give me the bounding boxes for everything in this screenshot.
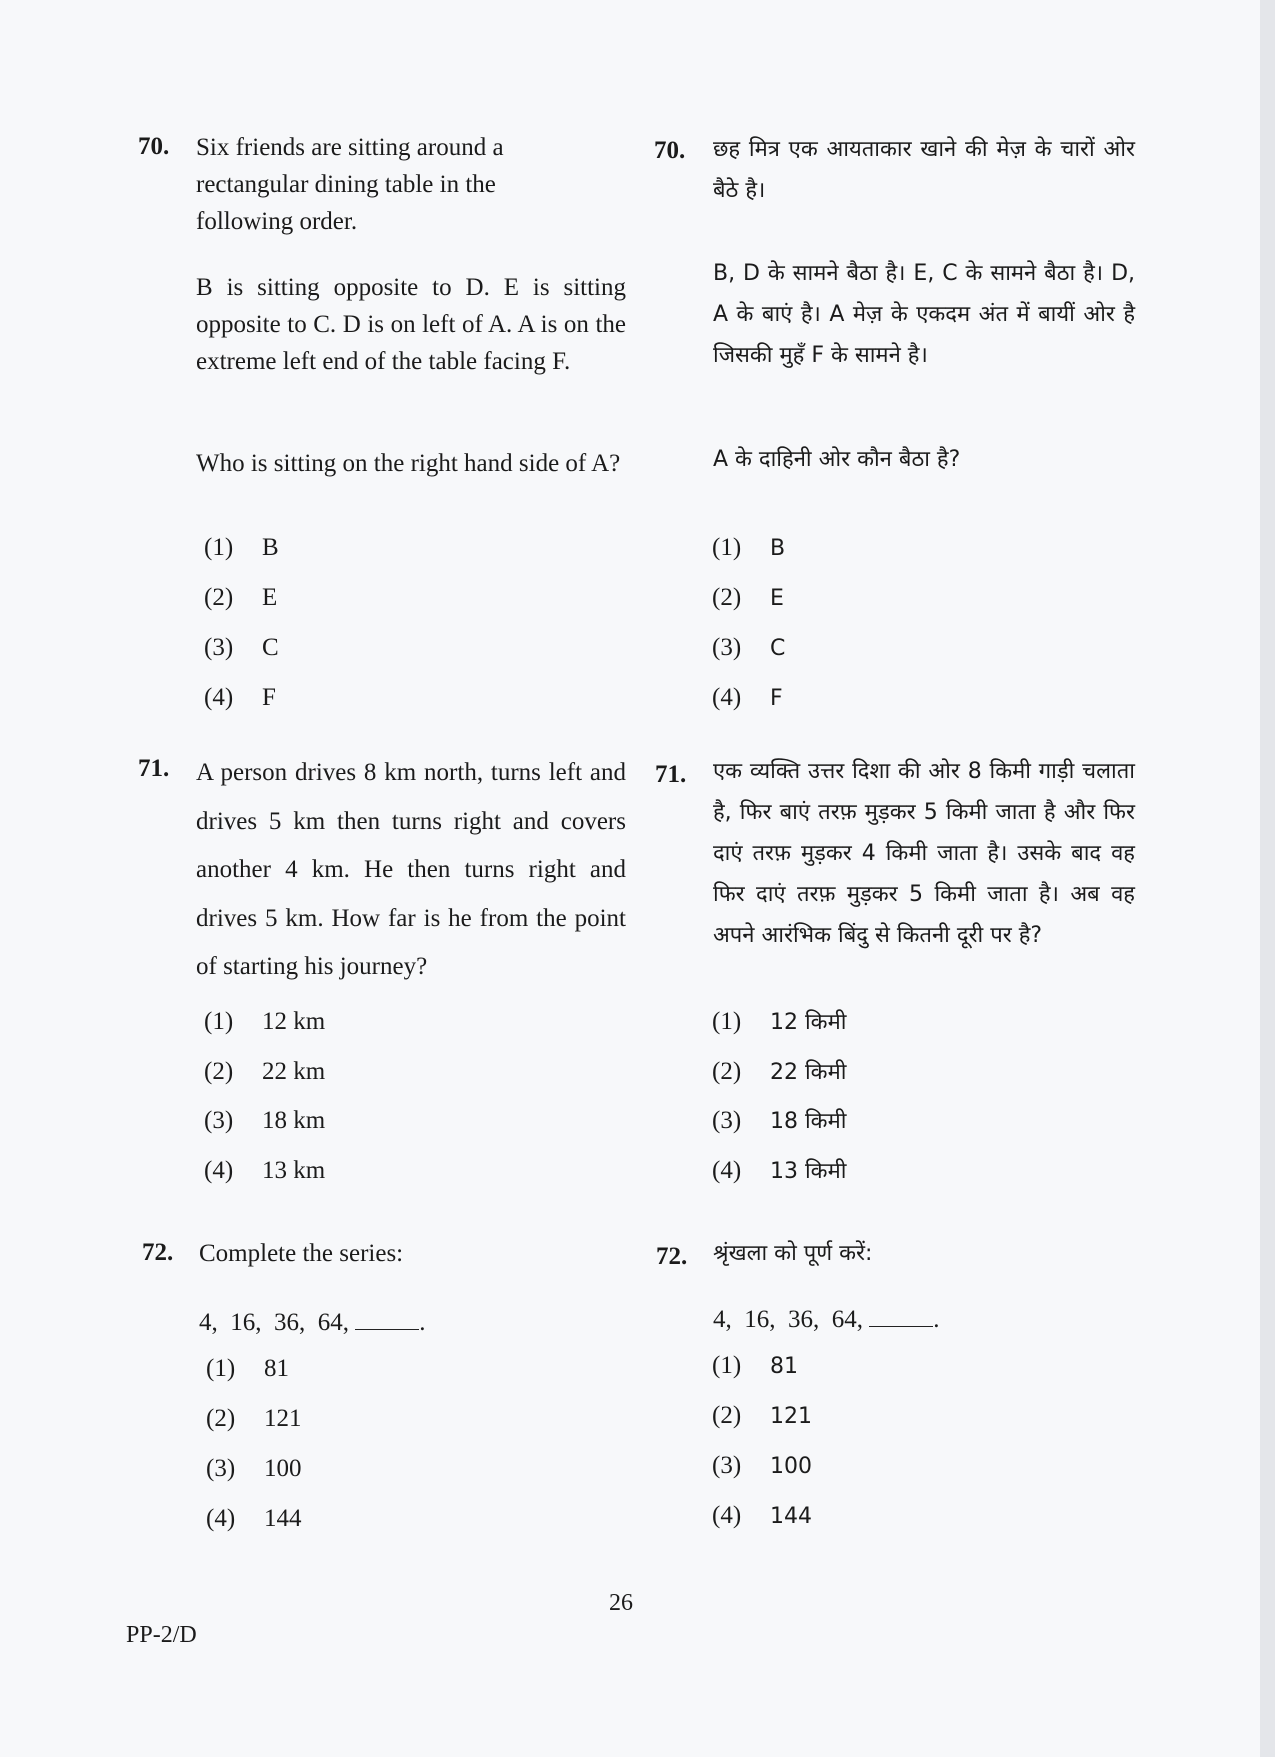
question-number: 70. xyxy=(654,137,686,164)
option-1: (1) 12 km xyxy=(204,1008,326,1035)
question-text: Complete the series: xyxy=(199,1240,404,1267)
question-number: 71. xyxy=(655,761,687,788)
option-4: (4) F xyxy=(712,684,783,711)
option-4: (4) 13 km xyxy=(204,1157,326,1184)
option-1: (1) B xyxy=(204,534,279,561)
option-1: (1) 81 xyxy=(206,1355,289,1382)
option-4: (4) F xyxy=(204,684,276,711)
page-number: 26 xyxy=(609,1590,633,1616)
question-text: एक व्यक्ति उत्तर दिशा की ओर 8 किमी गाड़ी चलाता है, फिर बाएं तरफ़ मुड़कर 5 किमी जाता है और फिर दाएं तरफ़ मुड़कर 4 किमी जाता है। उसके बाद वह फिर दाएं तरफ़ मुड़कर 5 किमी जाता है। अब वह अपने आरंभिक बिंदु से कितनी दूरी पर है? xyxy=(713,759,1135,948)
question-prompt: A के दाहिनी ओर कौन बैठा है? xyxy=(713,447,961,472)
option-3: (3) 18 किमी xyxy=(712,1107,847,1134)
paper-code: PP-2/D xyxy=(126,1622,197,1648)
option-1: (1) B xyxy=(712,534,786,561)
option-4: (4) 13 किमी xyxy=(712,1157,847,1184)
option-2: (2) E xyxy=(712,584,784,611)
option-4: (4) 144 xyxy=(712,1502,812,1529)
option-2: (2) 22 किमी xyxy=(712,1058,847,1085)
option-3: (3) 18 km xyxy=(204,1107,326,1134)
option-2: (2) 22 km xyxy=(204,1058,326,1085)
question-number: 72. xyxy=(656,1243,688,1270)
option-3: (3) C xyxy=(204,634,279,661)
answer-blank xyxy=(869,1308,933,1327)
option-2: (2) 121 xyxy=(712,1402,812,1429)
option-3: (3) C xyxy=(712,634,786,661)
question-paragraph: छह मित्र एक आयताकार खाने की मेज़ के चारों ओर बैठे है। xyxy=(713,137,1135,203)
option-1: (1) 12 किमी xyxy=(712,1008,847,1035)
question-prompt: Who is sitting on the right hand side of A? xyxy=(196,450,621,477)
question-line: following order. xyxy=(196,208,358,235)
option-2: (2) 121 xyxy=(206,1405,302,1432)
question-line: rectangular dining table in the xyxy=(196,171,496,198)
question-line: Six friends are sitting around a xyxy=(196,134,504,161)
option-4: (4) 144 xyxy=(206,1505,302,1532)
option-1: (1) 81 xyxy=(712,1352,798,1379)
option-3: (3) 100 xyxy=(206,1455,302,1482)
page-edge xyxy=(1260,0,1275,1757)
question-number: 71. xyxy=(138,755,170,782)
option-2: (2) E xyxy=(204,584,278,611)
question-paragraph: B, D के सामने बैठा है। E, C के सामने बैठा है। D, A के बाएं है। A मेज़ के एकदम अंत में बायीं ओर है जिसकी मुहँ F के सामने है। xyxy=(713,261,1135,368)
question-text: A person drives 8 km north, turns left and drives 5 km then turns right and covers another 4 km. He then turns right and drives 5 km. How far is he from the point of starting his journey? xyxy=(196,759,626,980)
number-series: 4, 16, 36, 64, . xyxy=(713,1306,940,1333)
question-text: श्रृंखला को पूर्ण करें: xyxy=(713,1241,873,1266)
question-number: 72. xyxy=(142,1239,174,1266)
question-paragraph: B is sitting opposite to D. E is sitting opposite to C. D is on left of A. A is on the extreme left end of the table facing F. xyxy=(196,274,626,375)
number-series: 4, 16, 36, 64, . xyxy=(199,1309,426,1336)
answer-blank xyxy=(355,1311,419,1330)
option-3: (3) 100 xyxy=(712,1452,812,1479)
question-number: 70. xyxy=(138,133,170,160)
